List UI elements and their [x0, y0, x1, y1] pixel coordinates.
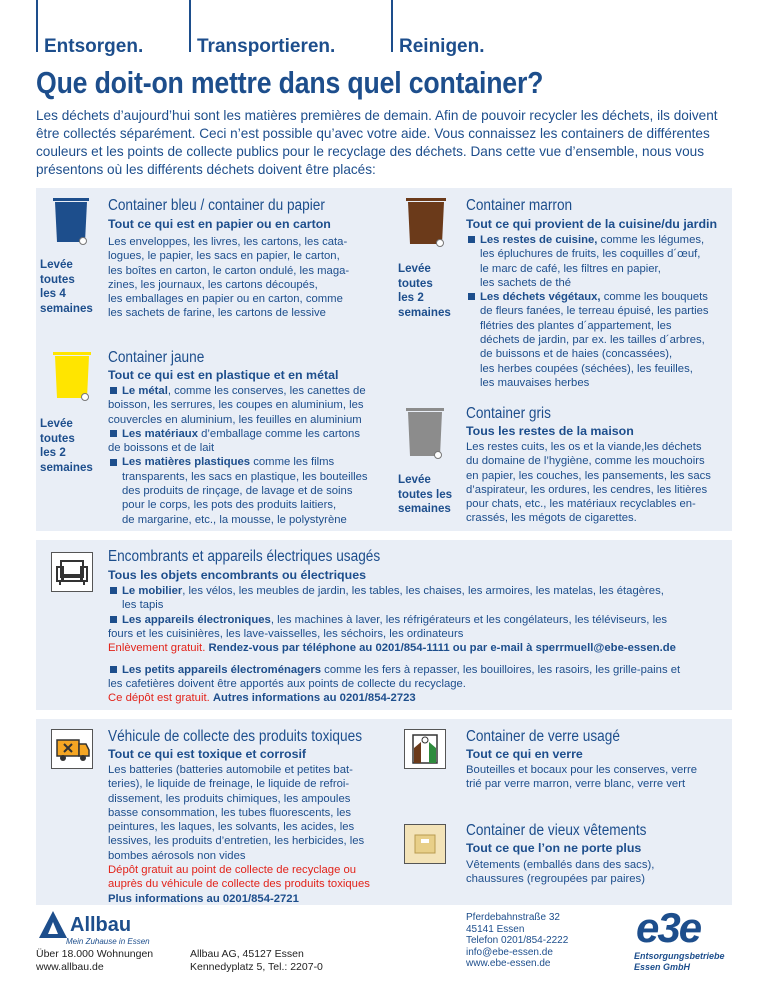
toxic-truck-icon	[51, 729, 93, 769]
ebe-subtitle: Entsorgungsbetriebe Essen GmbH	[634, 951, 725, 972]
brown-frequency: Levée toutes les 2 semaines	[398, 262, 451, 319]
clothes-subtitle: Tout ce que l’on ne porte plus	[466, 841, 642, 855]
intro-text: Les déchets d’aujourd’hui sont les matières premières de demain. Afin de pouvoir recycler les déchets, ils doivent être collectés séparément. Ceci n’est possible qu’avec votre aide. Vous connaissez les containers de différentes couleurs et les points de collecte publics pour le recyclage des déchets. Dans cette vue d’ensemble, nous vous présentons où les différents déchets doivent être placés:	[36, 108, 718, 177]
brown-title: Container marron	[466, 197, 573, 214]
tab-transportieren: Transportieren.	[189, 0, 389, 52]
brown-subtitle: Tout ce qui provient de la cuisine/du jardin	[466, 217, 718, 231]
blue-description: Les enveloppes, les livres, les cartons, les cata- logues, le papier, les sacs en papier, le carton, les boîtes en carton, le carton ondulé, les maga- zines, les journaux, les cartons découpés, les emballages en papier ou en carton, comme les sachets de farine, les cartons de lessive	[108, 236, 350, 320]
ebe-logo: e3e	[636, 904, 701, 951]
brown-description: Les restes de cuisine, comme les légumes, les épluchures de fruits, les coquilles d´œuf, le marc de café, les filtres en papier, les sachets de thé Les déchets végétaux, comme les bouquets de fleurs fanées, le terreau épuisé, les parties flétries des plantes d´appartement, les déchets de jardin, par ex. les tailles d´arbres, de buissons et de haies (concassées), les herbes coupées (séchées), les feuilles, les mauvaises herbes	[466, 233, 734, 390]
allbau-address: Allbau AG, 45127 Essen Kennedyplatz 5, Tel.: 2207-0	[190, 948, 323, 973]
blue-frequency: Levée toutes les 4 semaines	[40, 258, 93, 315]
blue-bin-icon	[52, 198, 90, 246]
yellow-subtitle: Tout ce qui est en plastique et en métal	[108, 368, 339, 382]
glass-title: Container de verre usagé	[466, 728, 620, 745]
grey-bin-icon	[405, 408, 445, 460]
blue-subtitle: Tout ce qui est en papier ou en carton	[108, 217, 331, 231]
yellow-title: Container jaune	[108, 349, 205, 366]
allbau-units: Über 18.000 Wohnungen	[36, 948, 154, 960]
allbau-url[interactable]: www.allbau.de	[36, 961, 104, 973]
grey-subtitle: Tous les restes de la maison	[466, 424, 634, 438]
clothes-description: Vêtements (emballés dans des sacs), chaussures (regroupées par paires)	[466, 859, 655, 886]
small-appliance-contact: Autres informations au 0201/854-2723	[212, 692, 416, 705]
ebe-address: Pferdebahnstraße 32 45141 Essen Telefon 0201/854-2222 info@ebe-essen.de www.ebe-essen.de	[466, 912, 569, 970]
bulky-title: Encombrants et appareils électriques usagés	[108, 548, 381, 565]
bulky-contact: Rendez-vous par téléphone au 0201/854-1111 ou par e-mail à sperrmuell@ebe-essen.de	[208, 642, 676, 655]
tab-entsorgen: Entsorgen.	[36, 0, 186, 52]
toxic-title: Véhicule de collecte des produits toxiques	[108, 728, 363, 745]
allbau-logo-icon	[38, 910, 68, 940]
yellow-bin-icon	[52, 352, 92, 402]
tab-reinigen: Reinigen.	[391, 0, 551, 52]
glass-description: Bouteilles et bocaux pour les conserves, verre trié par verre marron, verre blanc, verre vert	[466, 764, 698, 791]
glass-bottle-icon	[404, 729, 446, 769]
grey-description: Les restes cuits, les os et la viande,les déchets du domaine de l’hygiène, comme les mouchoirs en papier, les couches, les pansements, les sacs d’aspirateur, les ordures, les cendres, les litières pour chats, etc., les matériaux recyclables en- crassés, les mégots de cigarettes.	[466, 441, 711, 525]
bulky-subtitle: Tous les objets encombrants ou électriques	[108, 568, 366, 582]
blue-title: Container bleu / container du papier	[108, 197, 325, 214]
grey-title: Container gris	[466, 405, 551, 422]
grey-frequency: Levée toutes les semaines	[398, 473, 453, 515]
page-title: Que doit-on mettre dans quel container?	[36, 65, 544, 100]
clothes-title: Container de vieux vêtements	[466, 822, 647, 839]
toxic-description: Les batteries (batteries automobile et petites bat- teries), le liquide de freinage, le liquide de refroi- dissement, les produits chimiques, les ampoules basse consommation, les tubes fluorescents, les peintures, les laques, les solvants, les acides, les lessives, les produits d’entretien, les herbicides, les bombes aérosols non vides Dépôt gratuit au point de collecte de recyclage ou auprès du véhicule de collecte des produits toxiques Plus informations au 0201/854-2721	[108, 764, 370, 905]
glass-subtitle: Tout ce qui en verre	[466, 747, 583, 761]
armchair-icon	[51, 552, 93, 592]
toxic-contact: Plus informations au 0201/854-2721	[108, 892, 299, 905]
bulky-description: Le mobilier, les vélos, les meubles de jardin, les tables, les chaises, les armoires, les matelas, les étagères, les tapis Les appareils électroniques, les machines à laver, les réfrigérateurs et les congélateurs, les téléviseurs, les	[108, 584, 728, 627]
allbau-name: Allbau	[70, 914, 132, 936]
yellow-frequency: Levée toutes les 2 semaines	[40, 417, 93, 474]
clothes-box-icon	[404, 824, 446, 864]
brown-bin-icon	[405, 198, 447, 248]
allbau-slogan: Mein Zuhause in Essen	[66, 937, 150, 946]
yellow-description: Le métal, comme les conserves, les canettes de boisson, les serrures, les coupes en aluminium, les couvercles en aluminium, les feuilles en aluminium Les matériaux d’emballage comme les cartons de boissons et de lait Les matières plastiques comme les films transparents, les sacs en plastique, les bouteilles des produits de rinçage, de lavage et de soins pour le corps, les pots des produits laitiers, de margarine, etc., la mousse, le polystyrène	[108, 385, 368, 526]
toxic-subtitle: Tout ce qui est toxique et corrosif	[108, 747, 307, 761]
bulky-description-cont: fours et les cuisinières, les lave-vaisselles, les séchoirs, les ordinateurs Enlèvement gratuit. Rendez-vous par téléphone au 0201/854-1111 ou par e-mail à sperrmuell@ebe-essen.de Les petits appareils électroménagers comme les fers à repasser, les bouilloires, les rasoirs, les grille-pains et les cafetières doivent être apportés aux points de collecte du recyclage. Ce dépôt est gratuit. Autres informations au 0201/854-2723	[108, 628, 681, 705]
